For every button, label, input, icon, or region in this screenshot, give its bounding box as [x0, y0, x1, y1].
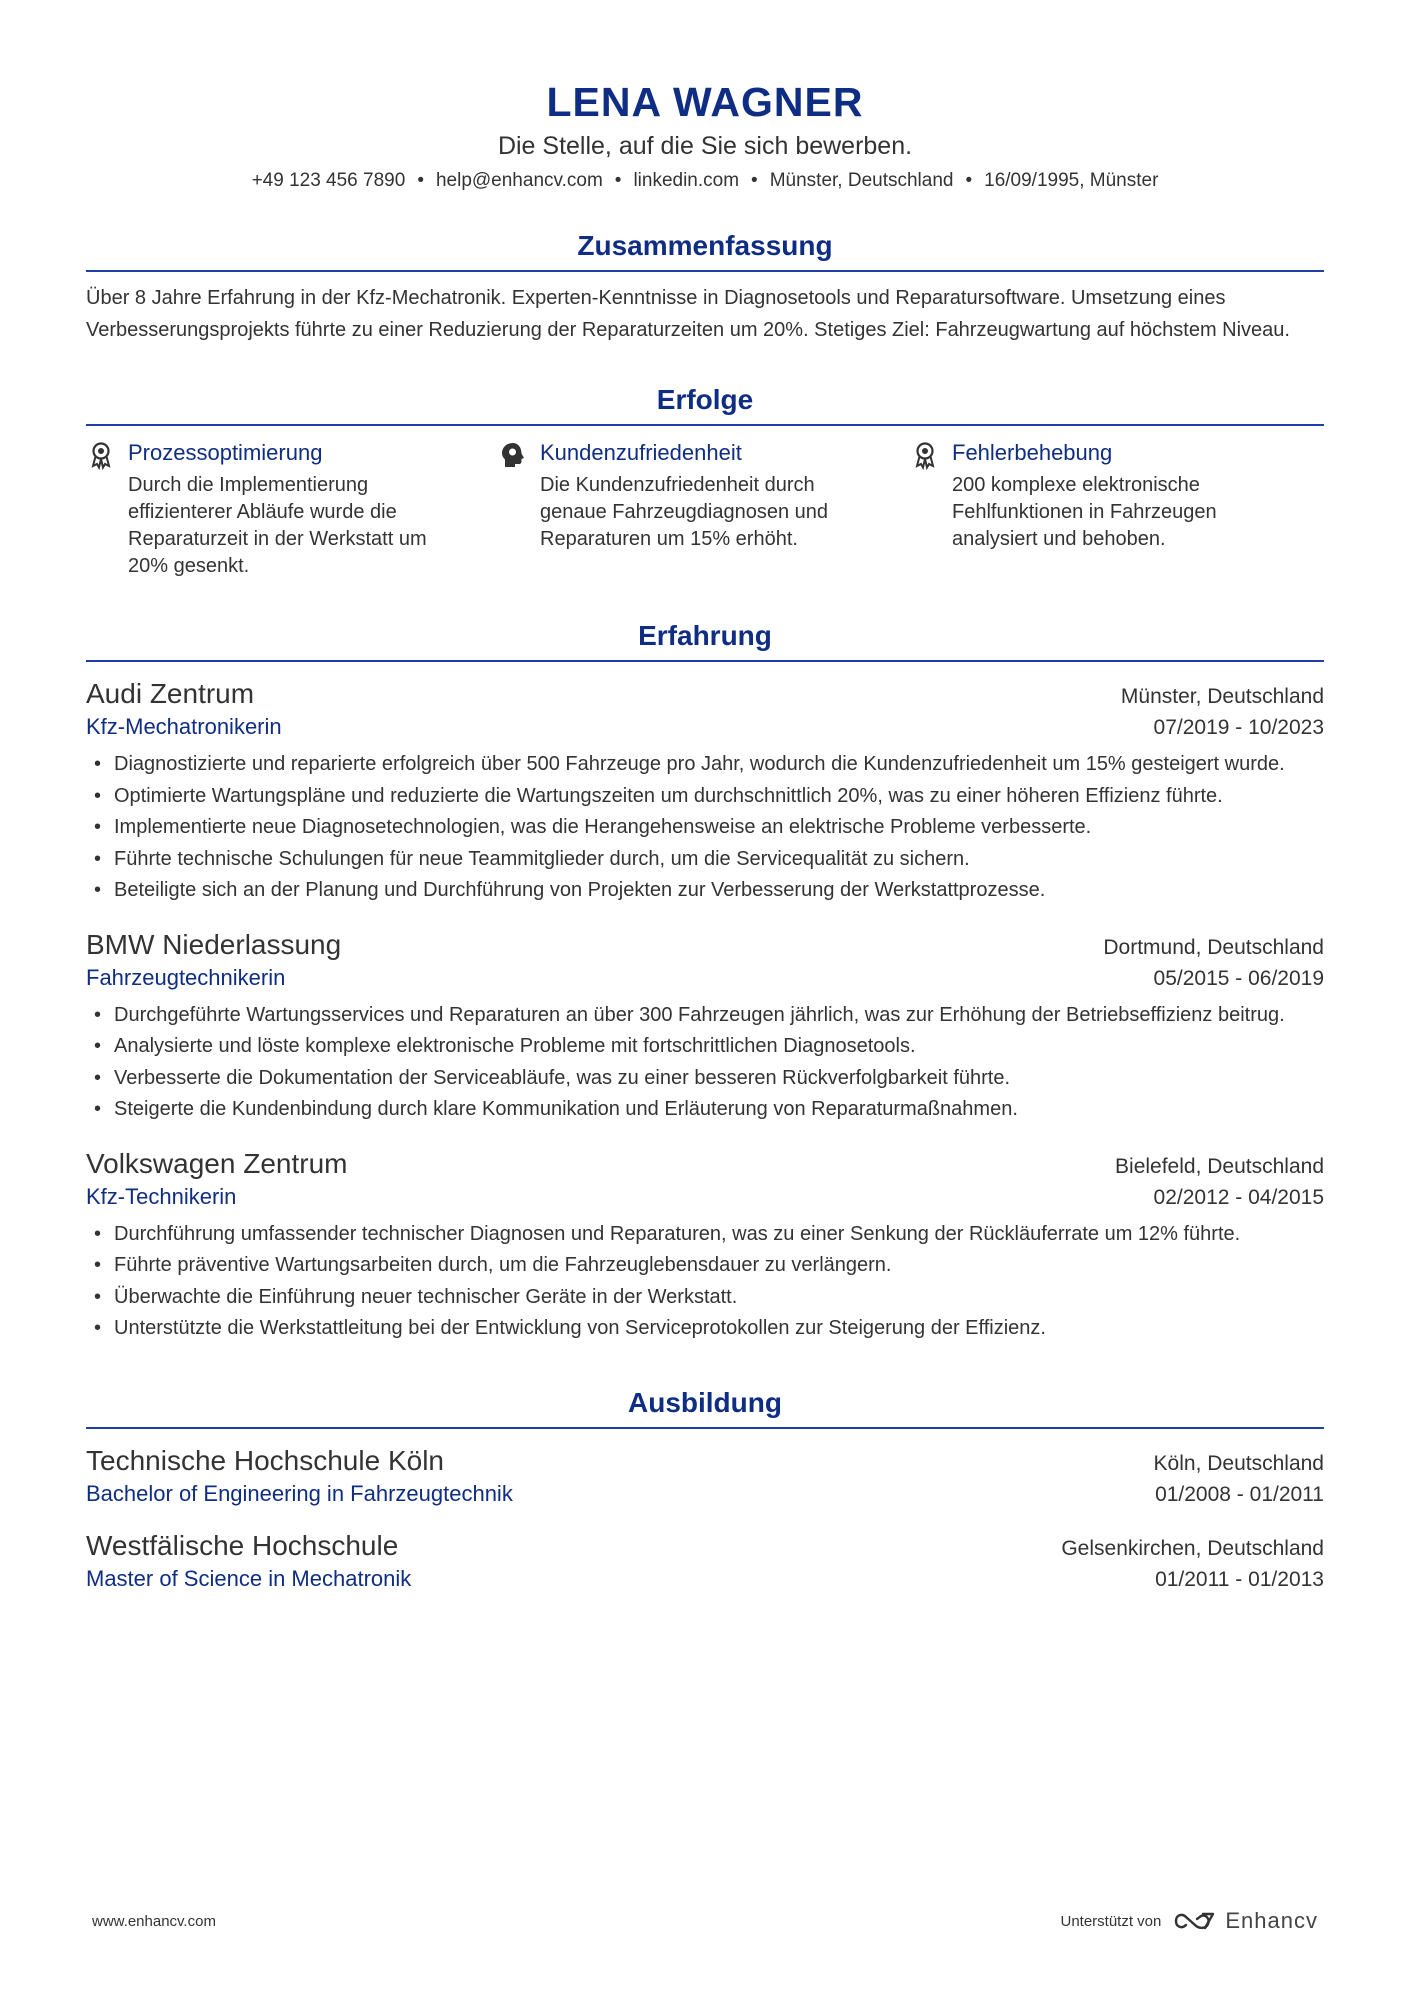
education-dates: 01/2011 - 01/2013	[1155, 1567, 1324, 1591]
section-title-experience: Erfahrung	[86, 618, 1324, 662]
separator-dot: •	[751, 170, 758, 191]
job-dates: 02/2012 - 04/2015	[1153, 1185, 1324, 1209]
page-footer	[92, 1908, 1318, 1934]
job-location: Dortmund, Deutschland	[1103, 935, 1324, 959]
job-bullet: • Überwachte die Einführung neuer technischer Geräte in der Werkstatt.	[114, 1282, 1324, 1314]
job-tagline: Die Stelle, auf die Sie sich bewerben.	[497, 132, 913, 160]
job-bullet: • Unterstützte die Werkstattleitung bei der Entwicklung von Serviceprotokollen zur Steigerung der Effizienz.	[114, 1313, 1324, 1345]
contact-location: Münster, Deutschland	[769, 170, 954, 191]
achievement-item	[86, 438, 498, 580]
resume-header	[86, 78, 1324, 194]
achievement-title: Prozessoptimierung	[128, 440, 323, 465]
summary-text: Über 8 Jahre Erfahrung in der Kfz-Mechatronik. Experten-Kenntnisse in Diagnosetools und Reparatursoftware. Umsetzung eines Verbesserungsprojekts führte zu einer Reduzierung der Reparaturzeiten um 20%. Stetiges Ziel: Fahrzeugwartung auf höchstem Niveau.	[86, 287, 1290, 341]
summary-section	[86, 228, 1324, 346]
job-dates: 07/2019 - 10/2023	[1153, 716, 1324, 739]
job-bullets	[86, 1000, 1324, 1126]
job-bullet: • Steigerte die Kundenbindung durch klare Kommunikation und Erläuterung von Reparaturmaßnahmen.	[114, 1094, 1324, 1126]
education-section	[86, 1385, 1324, 1595]
education-degree: Bachelor of Engineering in Fahrzeugtechnik	[86, 1480, 513, 1506]
achievement-desc: Durch die Implementierung effizienterer Abläufe wurde die Reparaturzeit in der Werkstatt um 20% gesenkt.	[128, 474, 427, 577]
job-bullets	[86, 1219, 1324, 1345]
job-company: Audi Zentrum	[86, 678, 255, 709]
candidate-name: LENA WAGNER	[546, 79, 864, 125]
enhancv-logo-icon	[1173, 1910, 1217, 1932]
job-bullet: • Führte technische Schulungen für neue Teammitglieder durch, um die Servicequalität zu sichern.	[114, 844, 1324, 876]
job-bullet: • Implementierte neue Diagnosetechnologien, was die Herangehensweise an elektrische Probleme verbesserte.	[114, 812, 1324, 844]
job-role: Fahrzeugtechnikerin	[86, 964, 286, 990]
education-school: Technische Hochschule Köln	[86, 1444, 444, 1476]
job-role: Kfz-Mechatronikerin	[86, 714, 282, 739]
resume-page	[86, 78, 1324, 1595]
achievement-item	[498, 438, 910, 580]
contact-linkedin[interactable]: linkedin.com	[633, 170, 740, 191]
job-bullet: • Beteiligte sich an der Planung und Durchführung von Projekten zur Verbesserung der Werkstattprozesse.	[114, 875, 1324, 907]
section-title-education: Ausbildung	[86, 1385, 1324, 1429]
contact-birth: 16/09/1995, Münster	[984, 170, 1159, 191]
achievement-title: Kundenzufriedenheit	[540, 440, 742, 465]
education-dates: 01/2008 - 01/2011	[1155, 1482, 1324, 1506]
job-bullet: • Diagnostizierte und reparierte erfolgreich über 500 Fahrzeuge pro Jahr, wodurch die Kundenzufriedenheit um 15% gesteigert wurde.	[114, 749, 1324, 781]
education-location: Gelsenkirchen, Deutschland	[1061, 1536, 1324, 1560]
contact-email[interactable]: help@enhancv.com	[435, 170, 603, 191]
award-icon	[86, 440, 116, 470]
job-company: BMW Niederlassung	[86, 928, 342, 960]
separator-dot: •	[965, 170, 973, 191]
separator-dot: •	[417, 170, 424, 191]
achievements-section	[86, 382, 1324, 580]
achievements-list	[86, 438, 1324, 580]
section-title-summary: Zusammenfassung	[86, 228, 1324, 272]
job-entry	[86, 1146, 1324, 1345]
powered-by-label: Unterstützt von	[1060, 1912, 1162, 1930]
achievement-title: Fehlerbehebung	[952, 440, 1113, 465]
achievement-item	[910, 438, 1322, 580]
job-dates: 05/2015 - 06/2019	[1153, 966, 1324, 990]
head-idea-icon	[498, 440, 528, 470]
education-entry	[86, 1443, 1324, 1510]
job-entry	[86, 927, 1324, 1126]
job-location: Bielefeld, Deutschland	[1115, 1154, 1324, 1178]
job-bullet: • Verbesserte die Dokumentation der Serviceabläufe, was zu einer besseren Rückverfolgbarkeit führte.	[114, 1063, 1324, 1095]
footer-website-link[interactable]: www.enhancv.com	[92, 1912, 216, 1930]
job-bullet: • Analysierte und löste komplexe elektronische Probleme mit fortschrittlichen Diagnosetools.	[114, 1031, 1324, 1063]
job-bullet: • Durchführung umfassender technischer Diagnosen und Reparaturen, was zu einer Senkung der Rückläuferrate um 12% führte.	[114, 1219, 1324, 1251]
experience-section	[86, 618, 1324, 1345]
brand-name: Enhancv	[1225, 1908, 1318, 1933]
contact-phone[interactable]: +49 123 456 7890	[251, 170, 406, 191]
job-bullet: • Optimierte Wartungspläne und reduzierte die Wartungszeiten um durchschnittlich 20%, was zu einer höheren Effizienz führte.	[114, 781, 1324, 813]
powered-by[interactable]	[1060, 1908, 1318, 1934]
job-entry	[86, 676, 1324, 907]
achievement-desc: Die Kundenzufriedenheit durch genaue Fahrzeugdiagnosen und Reparaturen um 15% erhöht.	[540, 474, 829, 550]
award-icon	[910, 440, 940, 470]
education-degree: Master of Science in Mechatronik	[86, 1565, 412, 1591]
job-bullets	[86, 749, 1324, 907]
job-company: Volkswagen Zentrum	[86, 1147, 348, 1179]
education-school: Westfälische Hochschule	[86, 1529, 399, 1561]
job-bullet: • Durchgeführte Wartungsservices und Reparaturen an über 300 Fahrzeugen jährlich, was zur Erhöhung der Betriebseffizienz beitrug.	[114, 1000, 1324, 1032]
job-role: Kfz-Technikerin	[86, 1183, 237, 1209]
section-title-achievements: Erfolge	[86, 382, 1324, 426]
job-location: Münster, Deutschland	[1120, 685, 1324, 708]
education-location: Köln, Deutschland	[1153, 1451, 1324, 1475]
contact-line	[86, 168, 1324, 194]
job-bullet: • Führte präventive Wartungsarbeiten durch, um die Fahrzeuglebensdauer zu verlängern.	[114, 1250, 1324, 1282]
separator-dot: •	[614, 170, 622, 191]
achievement-desc: 200 komplexe elektronische Fehlfunktionen in Fahrzeugen analysiert und behoben.	[952, 474, 1217, 550]
education-entry	[86, 1528, 1324, 1595]
